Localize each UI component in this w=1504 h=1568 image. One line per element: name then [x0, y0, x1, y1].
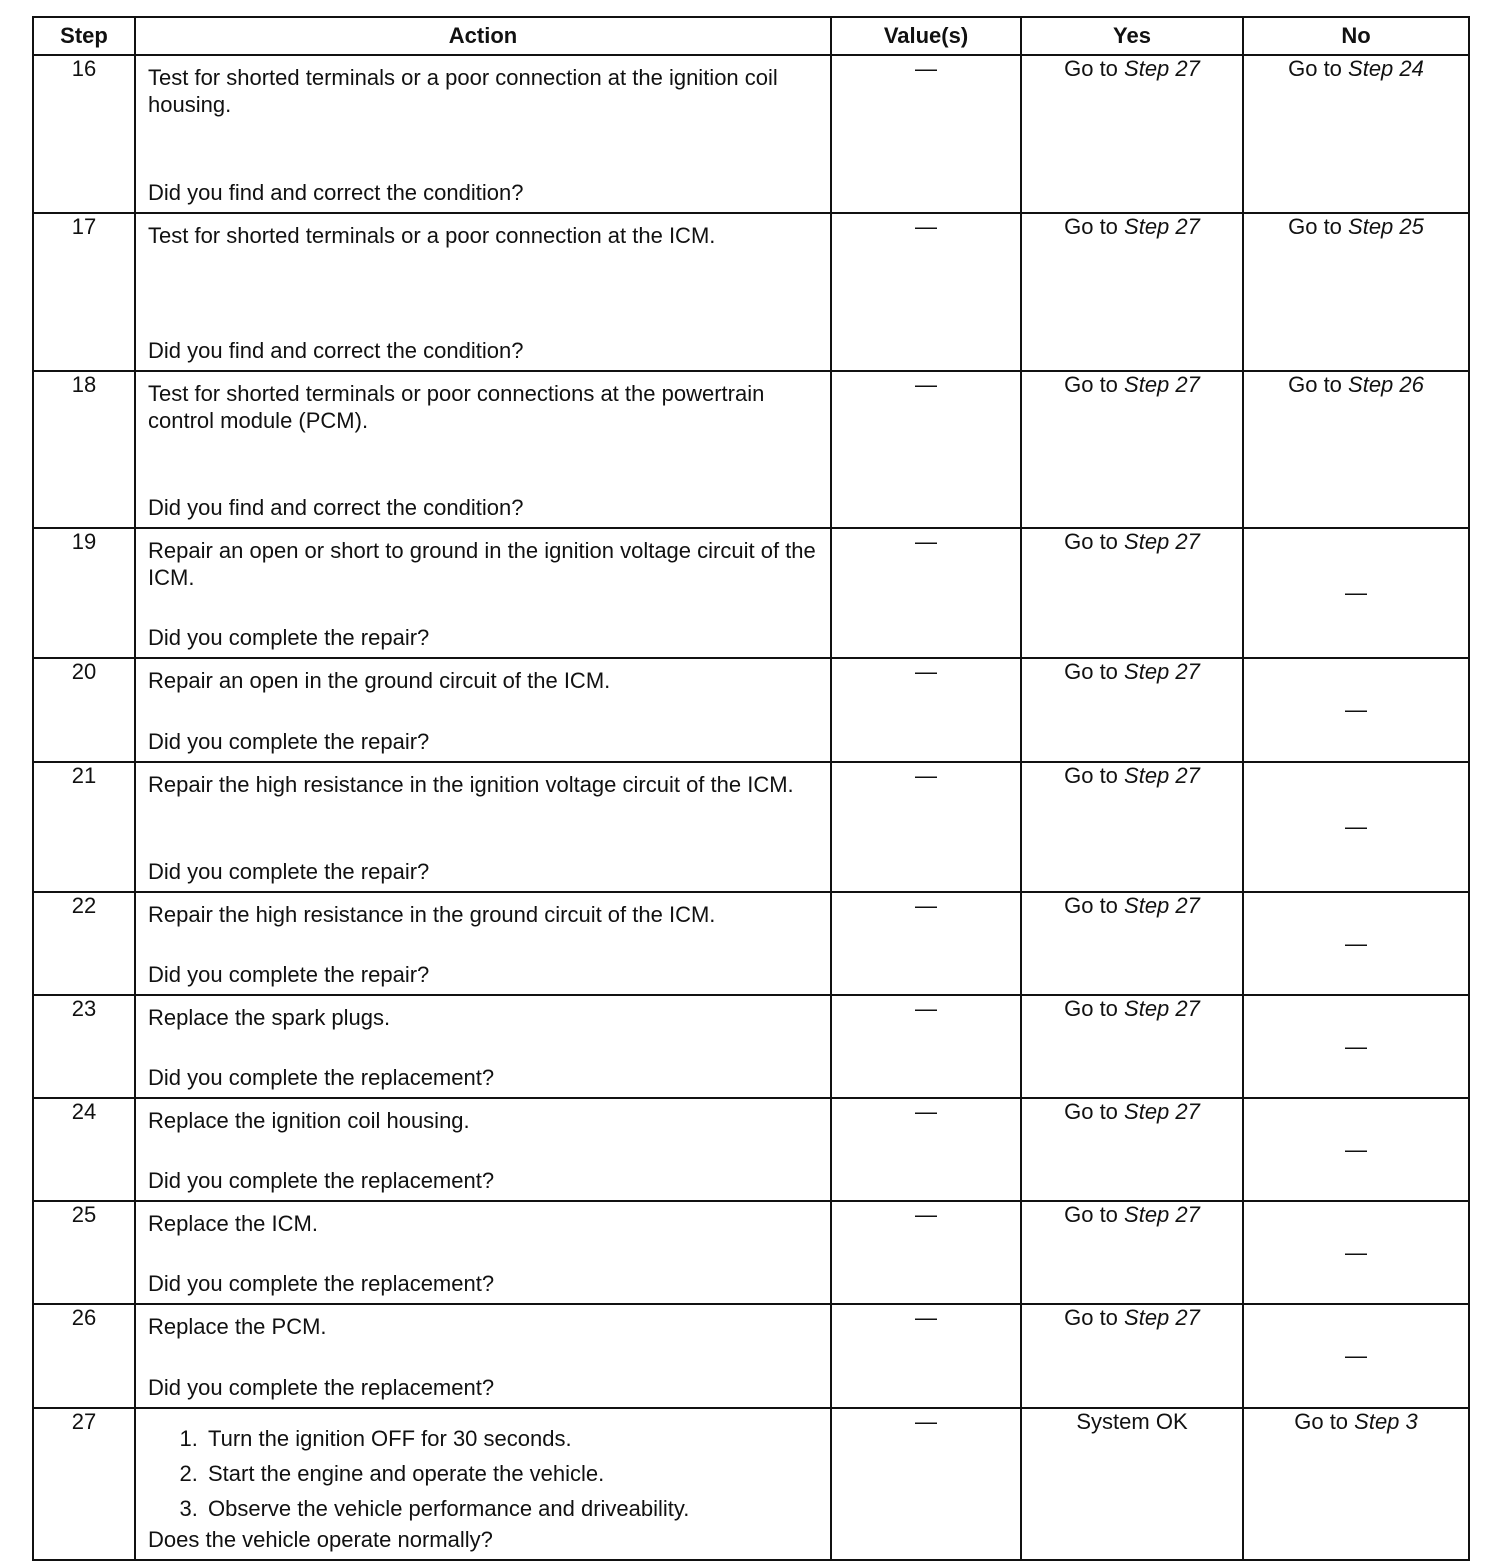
action-cell: [135, 1098, 831, 1201]
goto-prefix: Go to: [1064, 996, 1125, 1021]
goto-prefix: Go to: [1064, 1305, 1125, 1330]
table-row: [33, 1098, 1469, 1201]
action-question: Did you find and correct the condition?: [148, 180, 524, 205]
table-row: [33, 55, 1469, 213]
step-number: 17: [33, 213, 135, 371]
value-cell: —: [831, 1304, 1021, 1408]
step-ref: Step 25: [1348, 214, 1424, 239]
action-text: Replace the spark plugs.: [148, 1005, 391, 1030]
substep-item: 1. Turn the ignition OFF for 30 seconds.: [204, 1421, 818, 1456]
table-row: [33, 1408, 1469, 1560]
yes-cell: [1021, 371, 1243, 528]
goto-prefix: Go to: [1064, 893, 1125, 918]
yes-cell: [1021, 1098, 1243, 1201]
step-number: 23: [33, 995, 135, 1098]
no-cell: —: [1243, 1098, 1469, 1201]
header-no: No: [1243, 17, 1469, 55]
yes-cell: [1021, 1304, 1243, 1408]
step-ref: Step 27: [1124, 372, 1200, 397]
action-text: Replace the ICM.: [148, 1211, 318, 1236]
goto-prefix: Go to: [1064, 214, 1125, 239]
action-question: Did you complete the repair?: [148, 625, 430, 650]
goto-prefix: Go to: [1288, 214, 1349, 239]
action-text: Test for shorted terminals or poor connections at the powertrain control module (PCM).: [148, 381, 765, 433]
no-cell: [1243, 371, 1469, 528]
step-ref: Step 27: [1124, 529, 1200, 554]
goto-prefix: Go to: [1064, 372, 1125, 397]
table-row: [33, 213, 1469, 371]
yes-cell: System OK: [1021, 1408, 1243, 1560]
header-action: Action: [135, 17, 831, 55]
no-cell: [1243, 1408, 1469, 1560]
action-cell: [135, 213, 831, 371]
value-cell: —: [831, 762, 1021, 892]
action-question: Did you complete the replacement?: [148, 1271, 495, 1296]
no-cell: —: [1243, 762, 1469, 892]
table-row: [33, 995, 1469, 1098]
action-text: Repair an open in the ground circuit of the ICM.: [148, 668, 611, 693]
step-number: 21: [33, 762, 135, 892]
goto-prefix: Go to: [1064, 1099, 1125, 1124]
action-cell: [135, 528, 831, 658]
step-ref: Step 24: [1348, 56, 1424, 81]
action-question: Does the vehicle operate normally?: [148, 1527, 493, 1552]
action-question: Did you complete the replacement?: [148, 1168, 495, 1193]
step-number: 25: [33, 1201, 135, 1304]
action-text: Repair the high resistance in the ground circuit of the ICM.: [148, 902, 716, 927]
action-question: Did you complete the replacement?: [148, 1065, 495, 1090]
value-cell: —: [831, 1408, 1021, 1560]
step-ref: Step 27: [1124, 1099, 1200, 1124]
header-values: Value(s): [831, 17, 1021, 55]
yes-cell: [1021, 528, 1243, 658]
table-row: [33, 762, 1469, 892]
table-row: [33, 528, 1469, 658]
action-cell: [135, 658, 831, 762]
action-question: Did you find and correct the condition?: [148, 338, 524, 363]
step-ref: Step 27: [1124, 996, 1200, 1021]
step-ref: Step 27: [1124, 1202, 1200, 1227]
step-ref: Step 27: [1124, 763, 1200, 788]
action-question: Did you find and correct the condition?: [148, 495, 524, 520]
action-text: Replace the ignition coil housing.: [148, 1108, 470, 1133]
step-ref: Step 26: [1348, 372, 1424, 397]
step-number: 20: [33, 658, 135, 762]
value-cell: —: [831, 1201, 1021, 1304]
step-number: 18: [33, 371, 135, 528]
step-ref: Step 27: [1124, 893, 1200, 918]
action-cell: [135, 55, 831, 213]
value-cell: —: [831, 371, 1021, 528]
step-number: 22: [33, 892, 135, 995]
action-text: Test for shorted terminals or a poor connection at the ICM.: [148, 223, 716, 248]
action-text: Replace the PCM.: [148, 1314, 327, 1339]
yes-cell: [1021, 213, 1243, 371]
table-row: [33, 371, 1469, 528]
goto-prefix: Go to: [1064, 529, 1125, 554]
goto-prefix: Go to: [1064, 1202, 1125, 1227]
no-cell: —: [1243, 528, 1469, 658]
value-cell: —: [831, 892, 1021, 995]
value-cell: —: [831, 528, 1021, 658]
step-ref: Step 27: [1124, 56, 1200, 81]
action-question: Did you complete the repair?: [148, 962, 430, 987]
action-cell: [135, 995, 831, 1098]
no-cell: [1243, 213, 1469, 371]
header-row: [33, 17, 1469, 55]
yes-cell: [1021, 995, 1243, 1098]
action-cell: [135, 371, 831, 528]
step-ref: Step 27: [1124, 1305, 1200, 1330]
table-row: [33, 1304, 1469, 1408]
yes-cell: [1021, 762, 1243, 892]
yes-cell: [1021, 1201, 1243, 1304]
value-cell: —: [831, 995, 1021, 1098]
no-cell: —: [1243, 658, 1469, 762]
diagnostic-table: [32, 16, 1470, 1561]
table-row: [33, 1201, 1469, 1304]
yes-cell: [1021, 658, 1243, 762]
step-ref: Step 27: [1124, 659, 1200, 684]
step-number: 24: [33, 1098, 135, 1201]
substep-item: 2. Start the engine and operate the vehicle.: [204, 1456, 818, 1491]
action-text: Repair the high resistance in the ignition voltage circuit of the ICM.: [148, 772, 794, 797]
step-number: 19: [33, 528, 135, 658]
value-cell: —: [831, 658, 1021, 762]
action-question: Did you complete the repair?: [148, 729, 430, 754]
step-ref: Step 27: [1124, 214, 1200, 239]
table-row: [33, 658, 1469, 762]
action-question: Did you complete the repair?: [148, 859, 430, 884]
step-number: 16: [33, 55, 135, 213]
step-number: 26: [33, 1304, 135, 1408]
yes-cell: [1021, 892, 1243, 995]
no-cell: —: [1243, 995, 1469, 1098]
step-number: 27: [33, 1408, 135, 1560]
action-cell: [135, 1408, 831, 1560]
action-cell: [135, 892, 831, 995]
goto-prefix: Go to: [1064, 56, 1125, 81]
value-cell: —: [831, 55, 1021, 213]
action-text: Test for shorted terminals or a poor connection at the ignition coil housing.: [148, 65, 778, 117]
yes-cell: [1021, 55, 1243, 213]
no-cell: [1243, 55, 1469, 213]
action-cell: [135, 762, 831, 892]
goto-prefix: Go to: [1288, 372, 1349, 397]
substep-list: [148, 1421, 818, 1526]
goto-prefix: Go to: [1064, 763, 1125, 788]
no-cell: —: [1243, 892, 1469, 995]
header-yes: Yes: [1021, 17, 1243, 55]
table-row: [33, 892, 1469, 995]
goto-prefix: Go to: [1294, 1409, 1355, 1434]
action-text: Repair an open or short to ground in the ignition voltage circuit of the ICM.: [148, 538, 816, 590]
header-step: Step: [33, 17, 135, 55]
action-cell: [135, 1304, 831, 1408]
value-cell: —: [831, 1098, 1021, 1201]
no-cell: —: [1243, 1201, 1469, 1304]
step-ref: Step 3: [1354, 1409, 1418, 1434]
no-cell: —: [1243, 1304, 1469, 1408]
action-cell: [135, 1201, 831, 1304]
action-question: Did you complete the replacement?: [148, 1375, 495, 1400]
goto-prefix: Go to: [1064, 659, 1125, 684]
value-cell: —: [831, 213, 1021, 371]
substep-item: 3. Observe the vehicle performance and driveability.: [204, 1491, 818, 1526]
goto-prefix: Go to: [1288, 56, 1349, 81]
